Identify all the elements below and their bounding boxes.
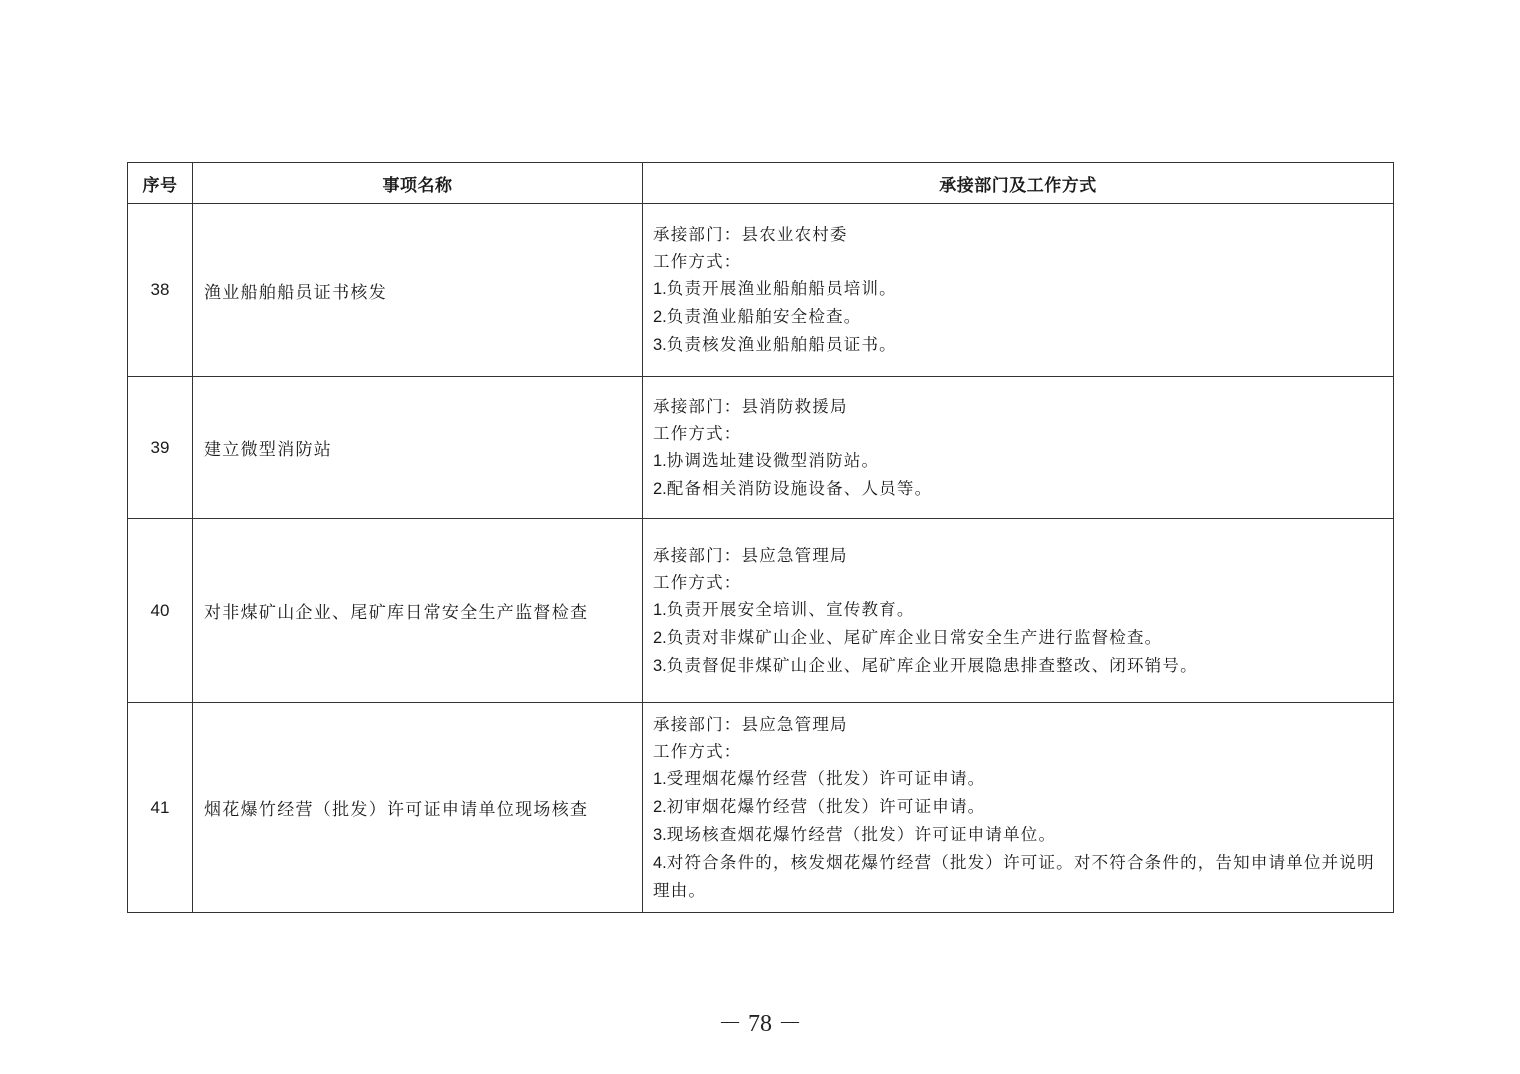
row-number: 38: [128, 204, 193, 377]
method-item: [653, 624, 1382, 652]
department-method-cell: [643, 703, 1394, 913]
item-index: 1.: [653, 600, 667, 619]
item-index: 3.: [653, 826, 667, 844]
item-text: 负责对非煤矿山企业、尾矿库企业日常安全生产进行监督检查。: [666, 627, 1163, 647]
item-text: 负责渔业船舶安全检查。: [666, 307, 862, 326]
item-name: 烟花爆竹经营（批发）许可证申请单位现场核查: [193, 703, 643, 913]
method-item: [653, 475, 1382, 503]
method-label: 工作方式：: [653, 252, 742, 271]
item-text: 负责督促非煤矿山企业、尾矿库企业开展隐患排查整改、闭环销号。: [666, 655, 1198, 675]
item-text: 负责核发渔业船舶船员证书。: [666, 335, 897, 354]
item-text: 配备相关消防设施设备、人员等。: [666, 478, 933, 498]
item-index: 2.: [653, 628, 667, 647]
department-method-cell: [643, 204, 1394, 377]
department-label: 承接部门：县应急管理局: [653, 715, 848, 734]
method-item: [653, 447, 1382, 475]
method-item: [653, 596, 1382, 624]
table-row: [128, 703, 1394, 913]
item-name: 建立微型消防站: [193, 377, 643, 519]
item-text: 初审烟花爆竹经营（批发）许可证申请。: [666, 797, 986, 816]
item-name: 渔业船舶船员证书核发: [193, 204, 643, 377]
method-item: [653, 821, 1382, 849]
item-text: 协调选址建设微型消防站。: [666, 450, 880, 470]
item-index: 2.: [653, 308, 667, 326]
row-number: 40: [128, 519, 193, 703]
item-text: 对符合条件的，核发烟花爆竹经营（批发）许可证。对不符合条件的，告知申请单位并说明理由。: [653, 853, 1375, 900]
table-row: [128, 377, 1394, 519]
item-index: 1.: [653, 770, 667, 788]
table-header-row: [128, 163, 1394, 204]
department-method-cell: [643, 519, 1394, 703]
item-index: 2.: [653, 798, 667, 816]
header-department-method: 承接部门及工作方式: [643, 163, 1394, 204]
method-item: [653, 793, 1382, 821]
method-item: [653, 652, 1382, 680]
item-text: 负责开展渔业船舶船员培训。: [666, 279, 897, 298]
method-label: 工作方式：: [653, 423, 742, 443]
department-label: 承接部门：县应急管理局: [653, 545, 848, 565]
method-item: [653, 765, 1382, 793]
header-item-name: 事项名称: [193, 163, 643, 204]
method-item: [653, 331, 1382, 359]
item-index: 1.: [653, 280, 667, 298]
page-number: － 78 －: [718, 1011, 802, 1037]
table-row: [128, 519, 1394, 703]
item-text: 负责开展安全培训、宣传教育。: [666, 599, 915, 619]
item-name: 对非煤矿山企业、尾矿库日常安全生产监督检查: [193, 519, 643, 703]
matters-table: [127, 162, 1394, 913]
table-row: [128, 204, 1394, 377]
row-number: 41: [128, 703, 193, 913]
header-serial-number: 序号: [128, 163, 193, 204]
department-label: 承接部门：县消防救援局: [653, 396, 848, 416]
department-method-cell: [643, 377, 1394, 519]
row-number: 39: [128, 377, 193, 519]
method-label: 工作方式：: [653, 572, 742, 592]
method-label: 工作方式：: [653, 742, 742, 761]
item-index: 4.: [653, 854, 667, 872]
method-item: [653, 275, 1382, 303]
item-index: 2.: [653, 479, 667, 498]
item-text: 受理烟花爆竹经营（批发）许可证申请。: [666, 769, 986, 788]
method-item: [653, 849, 1382, 904]
item-text: 现场核查烟花爆竹经营（批发）许可证申请单位。: [666, 825, 1057, 844]
item-index: 3.: [653, 336, 667, 354]
item-index: 3.: [653, 656, 667, 675]
method-item: [653, 303, 1382, 331]
item-index: 1.: [653, 451, 667, 470]
department-label: 承接部门：县农业农村委: [653, 225, 848, 244]
